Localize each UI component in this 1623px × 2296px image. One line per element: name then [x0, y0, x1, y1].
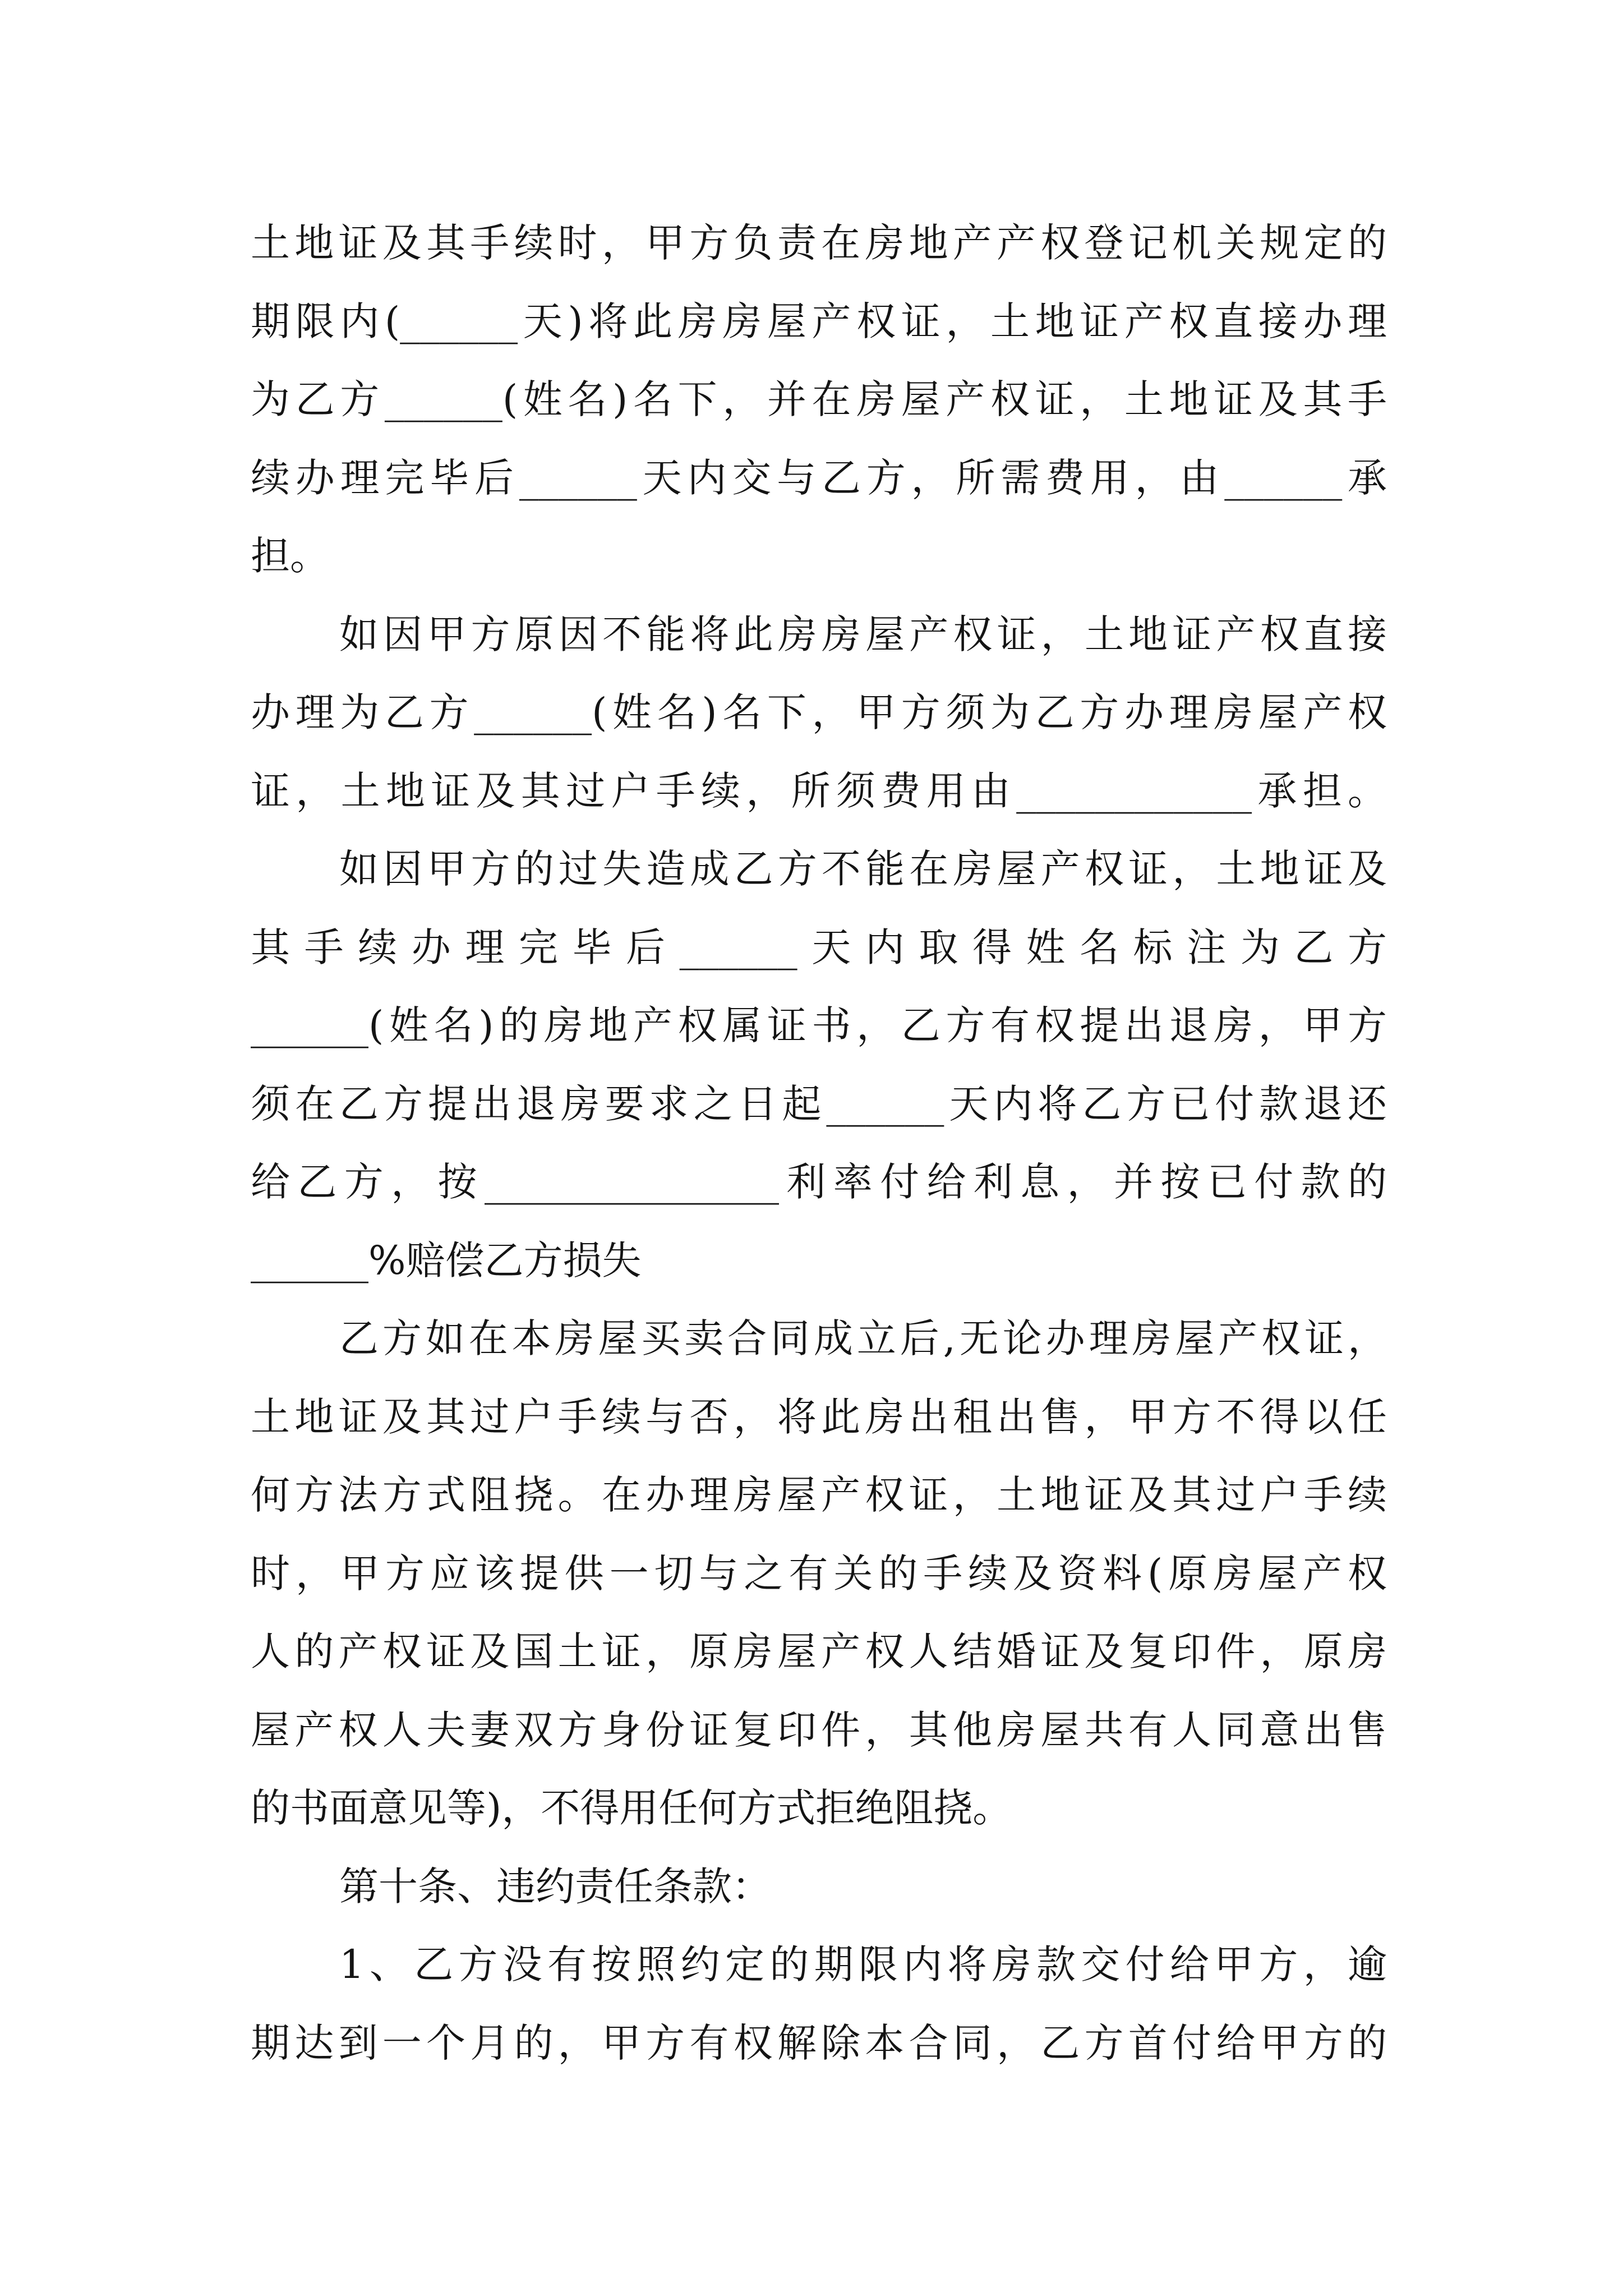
paragraph-continued: [251, 204, 1387, 596]
text-line: 期限内(______天)将此房房屋产权证，土地证产权直接办理: [251, 298, 1387, 344]
text-line: 担。: [251, 533, 329, 579]
text-line: 为乙方______(姓名)名下，并在房屋产权证，土地证及其手: [251, 376, 1387, 422]
text-line: 第十条、违约责任条款：: [339, 1863, 771, 1910]
text-line: 土地证及其手续时，甲方负责在房地产产权登记机关规定的: [251, 220, 1387, 266]
text-line: 人的产权证及国土证，原房屋产权人结婚证及复印件，原房: [251, 1628, 1387, 1674]
text-line: 何方法方式阻挠。在办理房屋产权证，土地证及其过户手续: [251, 1472, 1387, 1518]
text-line: 的书面意见等)，不得用任何方式拒绝阻挠。: [251, 1785, 1012, 1831]
text-line: 证，土地证及其过户手续，所须费用由____________承担。: [251, 767, 1387, 814]
text-line: 乙方如在本房屋买卖合同成立后,无论办理房屋产权证，: [339, 1315, 1387, 1361]
text-line: 屋产权人夫妻双方身份证复印件，其他房屋共有人同意出售: [251, 1706, 1387, 1753]
document-body: [251, 204, 1387, 2082]
text-line: 续办理完毕后______天内交与乙方，所需费用，由______承: [251, 454, 1387, 501]
text-line: 土地证及其过户手续与否，将此房出租出售，甲方不得以任: [251, 1393, 1387, 1440]
text-line: 如因甲方原因不能将此房房屋产权证，土地证产权直接: [339, 611, 1387, 657]
paragraph: [251, 596, 1387, 831]
section-heading: [251, 1848, 1387, 1926]
paragraph: [251, 1300, 1387, 1848]
paragraph: [251, 830, 1387, 1300]
text-line: 须在乙方提出退房要求之日起______天内将乙方已付款退还: [251, 1080, 1387, 1127]
paragraph-clause: [251, 1926, 1387, 2082]
text-line: 1、乙方没有按照约定的期限内将房款交付给甲方，逾: [339, 1941, 1387, 1987]
text-line: ______(姓名)的房地产权属证书，乙方有权提出退房，甲方: [251, 1002, 1387, 1048]
text-line: 给乙方，按_______________利率付给利息，并按已付款的: [251, 1159, 1387, 1205]
text-line: 期达到一个月的，甲方有权解除本合同，乙方首付给甲方的: [251, 2019, 1387, 2066]
text-line: ______%赔偿乙方损失: [251, 1237, 642, 1283]
text-line: 其手续办理完毕后______天内取得姓名标注为乙方: [251, 924, 1387, 970]
text-line: 办理为乙方______(姓名)名下，甲方须为乙方办理房屋产权: [251, 689, 1387, 735]
text-line: 时，甲方应该提供一切与之有关的手续及资料(原房屋产权: [251, 1550, 1387, 1596]
text-line: 如因甲方的过失造成乙方不能在房屋产权证，土地证及: [339, 846, 1387, 892]
